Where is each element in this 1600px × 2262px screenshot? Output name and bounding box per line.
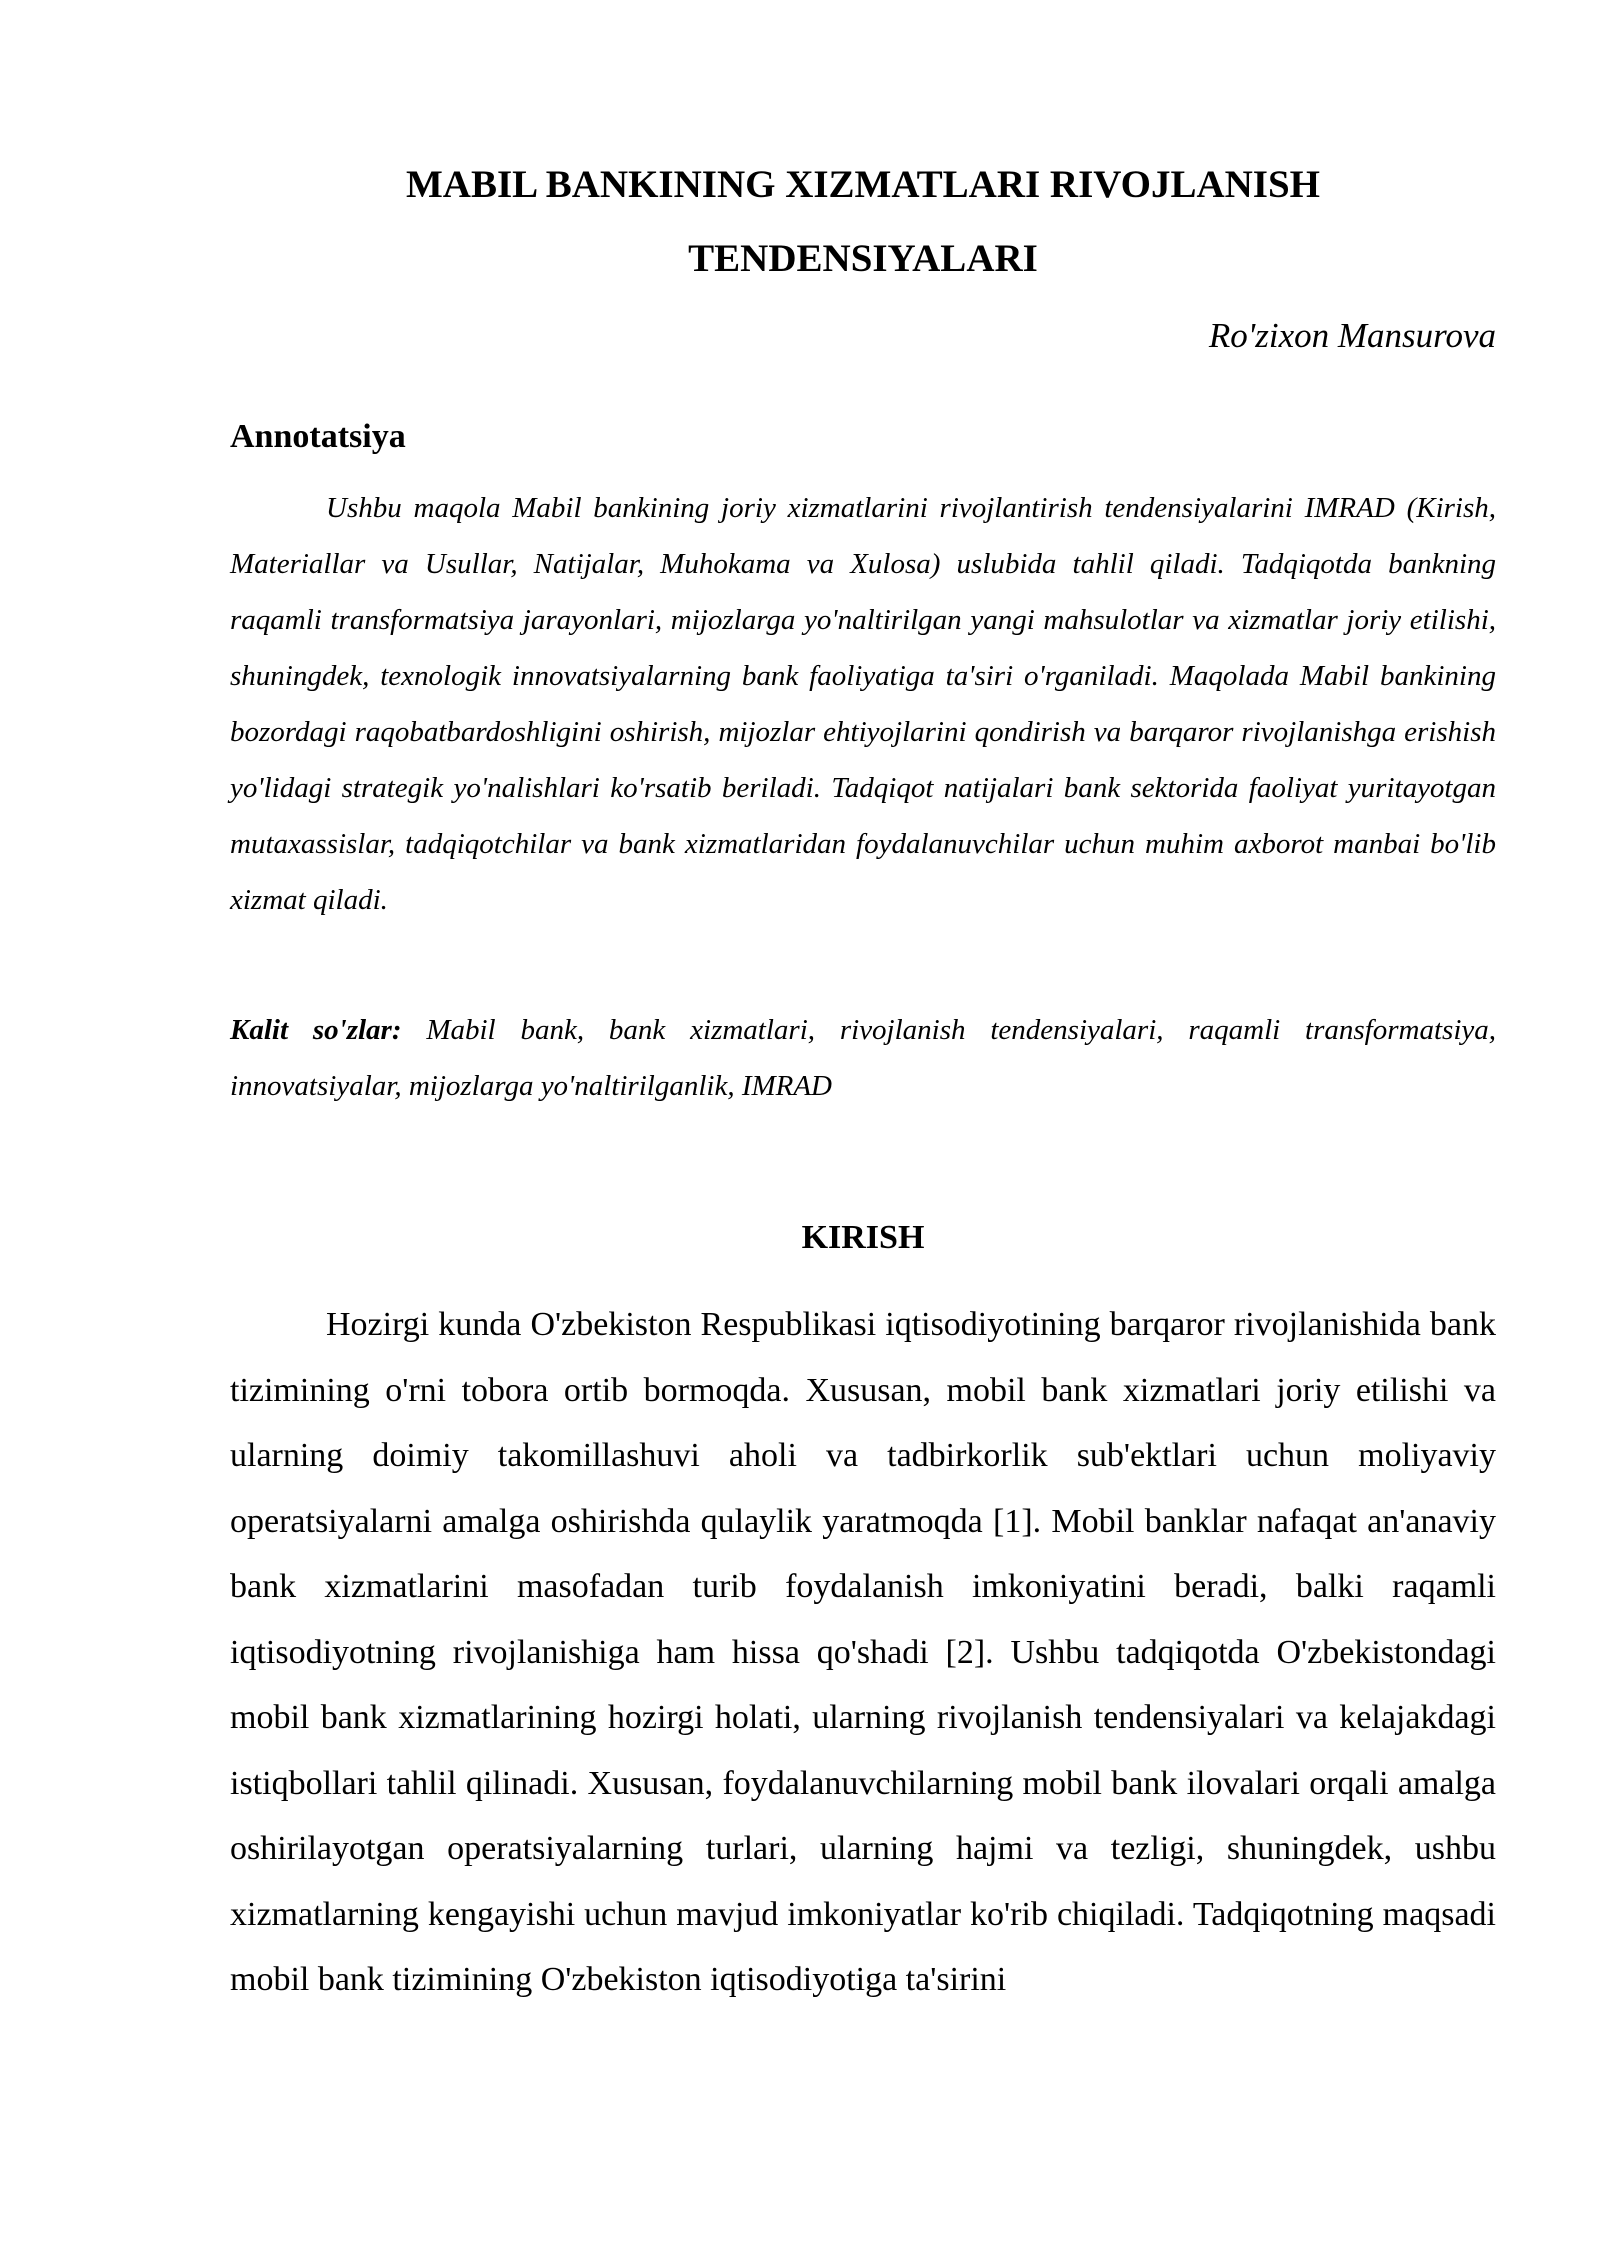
abstract-text: Ushbu maqola Mabil bankining joriy xizmatlarini rivojlantirish tendensiyalarini IMRAD (Kirish, Materiallar va Usullar, Natijalar, Muhokama va Xulosa) uslubida tahlil qiladi. Tadqiqotda bankning raqamli transformatsiya jarayonlari, mijozlarga yo'naltirilgan yangi mahsulotlar va xizmatlar joriy etilishi, shuningdek, texnologik innovatsiyalarning bank faoliyatiga ta'siri o'rganiladi. Maqolada Mabil bankining bozordagi raqobatbardoshligini oshirish, mijozlar ehtiyojlarini qondirish va barqaror rivojlanishga erishish yo'lidagi strategik yo'nalishlari ko'rsatib beriladi. Tadqiqot natijalari bank sektorida faoliyat yuritayotgan mutaxassislar, tadqiqotchilar va bank xizmatlaridan foydalanuvchilar uchun muhim axborot manbai bo'lib xizmat qiladi.	[230, 492, 1496, 916]
section-heading-introduction: KIRISH	[801, 1219, 925, 1256]
introduction-text: Hozirgi kunda O'zbekiston Respublikasi iqtisodiyotining barqaror rivojlanishida bank tizimining o'rni tobora ortib bormoqda. Xususan, mobil bank xizmatlari joriy etilishi va ularning doimiy takomillashuvi aholi va tadbirkorlik sub'ektlari uchun moliyaviy operatsiyalarni amalga oshirishda qulaylik yaratmoqda [1]. Mobil banklar nafaqat an'anaviy bank xizmatlarini masofadan turib foydalanish imkoniyatini beradi, balki raqamli iqtisodiyotning rivojlanishiga ham hissa qo'shadi [2]. Ushbu tadqiqotda O'zbekistondagi mobil bank xizmatlarining hozirgi holati, ularning rivojlanish tendensiyalari va kelajakdagi istiqbollari tahlil qilinadi. Xususan, foydalanuvchilarning mobil bank ilovalari orqali amalga oshirilayotgan operatsiyalarning turlari, ularning hajmi va tezligi, shuningdek, ushbu xizmatlarning kengayishi uchun mavjud imkoniyatlar ko'rib chiqiladi. Tadqiqotning maqsadi mobil bank tizimining O'zbekiston iqtisodiyotiga ta'sirini	[230, 1306, 1496, 1998]
keywords-text: Mabil bank, bank xizmatlari, rivojlanish tendensiyalari, raqamli transformatsiya, innovatsiyalar, mijozlarga yo'naltirilganlik, IMRAD	[230, 1014, 1496, 1102]
paper-title: MABIL BANKINING XIZMATLARI RIVOJLANISH TENDENSIYALARI	[405, 163, 1321, 280]
keywords-label: Kalit so'zlar:	[230, 1014, 402, 1046]
author-name: Ro'zixon Mansurova	[1208, 316, 1496, 355]
abstract-heading: Annotatsiya	[230, 418, 406, 455]
keywords	[230, 1002, 1496, 1114]
